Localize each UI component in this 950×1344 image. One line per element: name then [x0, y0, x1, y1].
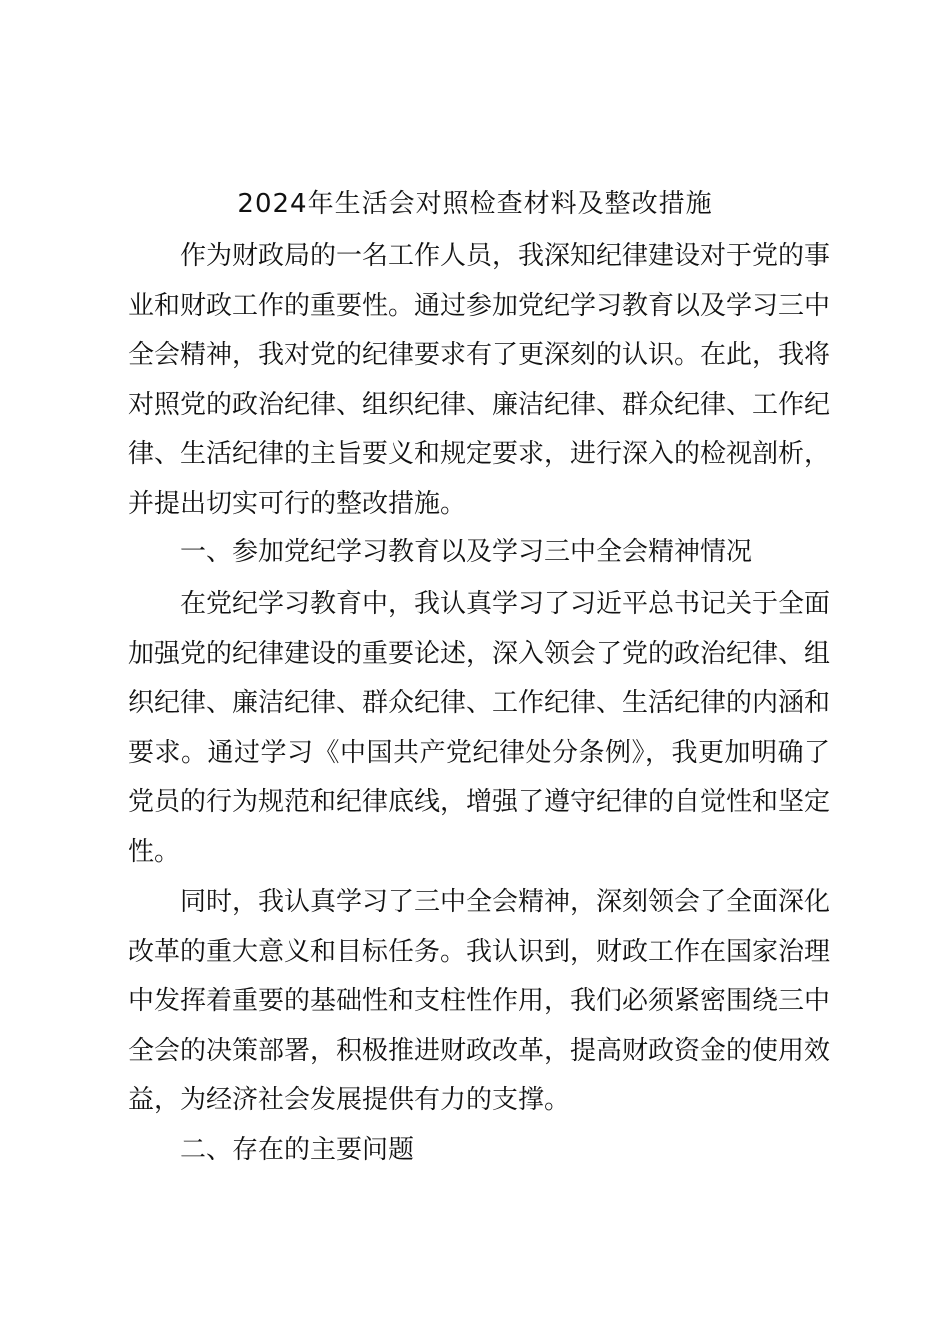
study-paragraph-1: 在党纪学习教育中，我认真学习了习近平总书记关于全面加强党的纪律建设的重要论述，深入领会了党的政治纪律、组织纪律、廉洁纪律、群众纪律、工作纪律、生活纪律的内涵和要求。通过学习《中国共产党纪律处分条例》，我更加明确了党员的行为规范和纪律底线，增强了遵守纪律的自觉性和坚定性。	[128, 589, 831, 867]
study-paragraph-2: 同时，我认真学习了三中全会精神，深刻领会了全面深化改革的重大意义和目标任务。我认识到，财政工作在国家治理中发挥着重要的基础性和支柱性作用，我们必须紧密围绕三中全会的决策部署，积极推进财政改革，提高财政资金的使用效益，为经济社会发展提供有力的支撑。	[128, 887, 831, 1116]
section-heading-2: 二、存在的主要问题	[180, 1135, 415, 1165]
section-heading-1: 一、参加党纪学习教育以及学习三中全会精神情况	[180, 537, 753, 567]
document-title: 2024年生活会对照检查材料及整改措施	[237, 189, 713, 219]
intro-paragraph: 作为财政局的一名工作人员，我深知纪律建设对于党的事业和财政工作的重要性。通过参加党纪学习教育以及学习三中全会精神，我对党的纪律要求有了更深刻的认识。在此，我将对照党的政治纪律、组织纪律、廉洁纪律、群众纪律、工作纪律、生活纪律的主旨要义和规定要求，进行深入的检视剖析，并提出切实可行的整改措施。	[128, 241, 831, 519]
